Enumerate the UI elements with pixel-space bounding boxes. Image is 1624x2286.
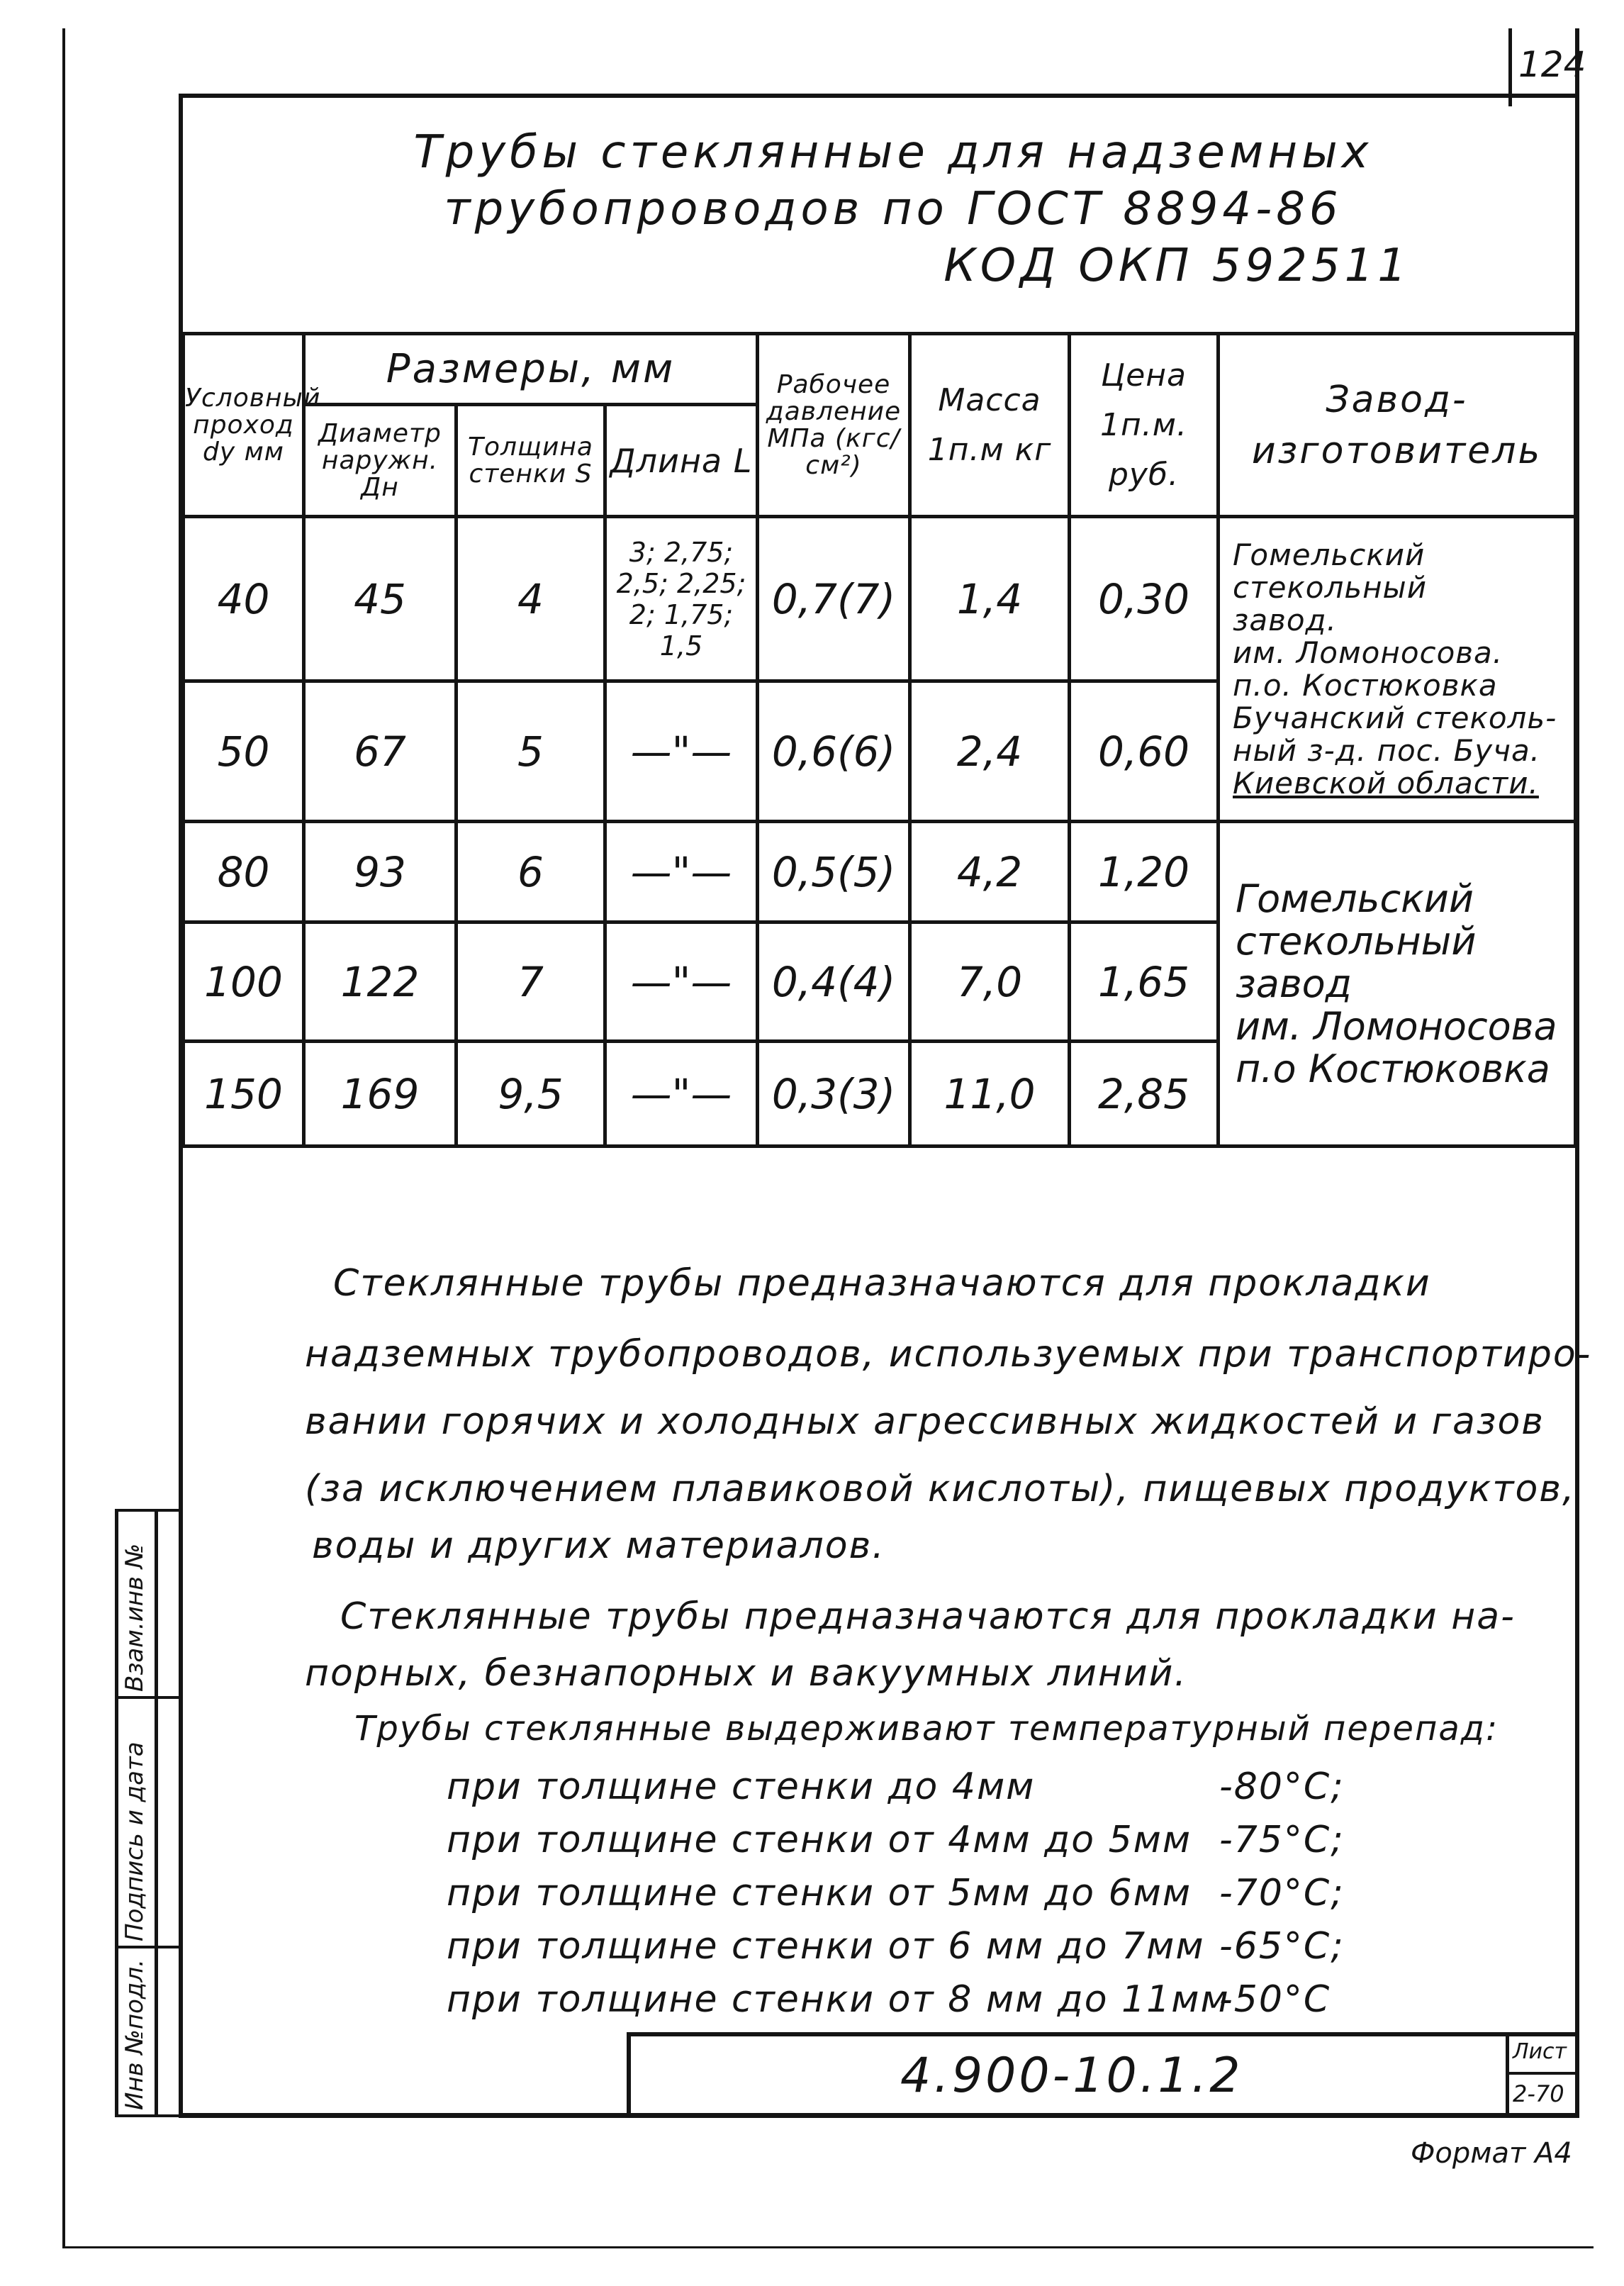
header-length: Длина L [605,405,758,517]
sheet-number: 124 [1518,44,1586,85]
stamp-sheet-divider [1506,2032,1509,2117]
title-line-2: трубопроводов по ГОСТ 8894-86 [444,183,1343,235]
maker-line: Киевской области. [1233,765,1539,801]
cell-dn: 40 [184,517,304,681]
table-row [184,517,1576,681]
cell-price: 2,85 [1070,1042,1219,1147]
side-stamp-left [115,1509,118,2117]
cell-mass: 7,0 [910,922,1070,1042]
side-stamp-mid [155,1509,158,2117]
cell-length: —"— [605,681,758,822]
maker-cell-1 [1219,517,1576,822]
sheet-number-box-left [1508,28,1512,106]
text-line: порных, безнапорных и вакуумных линий. [305,1652,1187,1695]
cell-mass: 2,4 [910,681,1070,822]
cell-dia: 122 [304,922,457,1042]
cell-dia: 45 [304,517,457,681]
frame-bottom [179,2113,1579,2118]
doc-code: 4.900-10.1.2 [900,2048,1243,2104]
page-left-edge [62,28,65,2248]
maker-line: им. Ломоносова [1236,1003,1557,1049]
header-price: Цена 1п.м. руб. [1070,334,1219,517]
cell-wall: 9,5 [457,1042,605,1147]
spec-table [181,332,1577,1148]
header-mass: Масса 1п.м кг [910,334,1070,517]
maker-line: Гомельский [1233,537,1426,572]
temp-value: -50°С [1219,1978,1331,2021]
temp-label: при толщине стенки от 6 мм до 7мм [447,1925,1205,1968]
cell-pressure: 0,4(4) [758,922,910,1042]
stamp-top [627,2032,1579,2036]
title-line-1: Трубы стеклянные для надземных [413,126,1373,179]
paragraph-3: Трубы стеклянные выдерживают температурный перепад: [354,1709,1499,1749]
cell-wall: 4 [457,517,605,681]
header-sizes: Размеры, мм [304,334,758,405]
stamp-sheet-label: Лист [1513,2039,1567,2064]
side-stamp-div-1 [115,1696,180,1699]
temp-value: -65°С; [1219,1925,1345,1968]
temp-label: при толщине стенки от 8 мм до 11мм [447,1978,1230,2021]
maker-line: ный з-д. пос. Буча. [1233,732,1541,768]
side-stamp-div-2 [115,1946,180,1948]
maker-line: п.о. Костюковка [1233,667,1498,703]
format-label: Формат А4 [1411,2137,1572,2170]
cell-mass: 4,2 [910,822,1070,922]
side-label-sign-date: Подпись и дата [121,1741,149,1941]
cell-pressure: 0,6(6) [758,681,910,822]
title-block [284,126,1503,311]
page-bottom-edge [62,2246,1594,2248]
maker-line: Бучанский стеколь- [1233,700,1557,735]
cell-length: —"— [605,1042,758,1147]
cell-wall: 5 [457,681,605,822]
cell-dn: 80 [184,822,304,922]
maker-line: стекольный [1236,918,1477,964]
cell-dn: 100 [184,922,304,1042]
maker-line: Гомельский [1236,876,1474,921]
text-line: воды и других материалов. [312,1524,885,1567]
cell-dia: 93 [304,822,457,922]
text-line: Стеклянные трубы предназначаются для прокладки на- [340,1595,1516,1638]
text-line: (за исключением плавиковой кислоты), пищевых продуктов, [305,1468,1576,1510]
maker-line: им. Ломоносова. [1233,635,1503,670]
temp-value: -70°С; [1219,1872,1345,1914]
table-row [184,822,1576,922]
stamp-sheet-value: 2-70 [1513,2080,1564,2107]
side-stamp-top [115,1509,180,1512]
stamp-left [627,2032,631,2117]
cell-price: 1,65 [1070,922,1219,1042]
temp-label: при толщине стенки от 5мм до 6мм [447,1872,1192,1914]
cell-dn: 50 [184,681,304,822]
text-line: надземных трубопроводов, используемых при транспортиро- [305,1333,1592,1376]
cell-dia: 169 [304,1042,457,1147]
header-dn: Условный проход dy мм [184,334,304,517]
temp-value: -80°С; [1219,1766,1345,1808]
maker-cell-2 [1219,822,1576,1147]
cell-price: 0,30 [1070,517,1219,681]
header-pressure: Рабочее давление МПа (кгс/см²) [758,334,910,517]
cell-wall: 6 [457,822,605,922]
side-label-inv-orig: Инв №подл. [121,1959,149,2110]
temp-label: при толщине стенки от 4мм до 5мм [447,1819,1192,1861]
cell-price: 0,60 [1070,681,1219,822]
cell-dia: 67 [304,681,457,822]
header-outer-diameter: Диаметр наружн. Дн [304,405,457,517]
cell-pressure: 0,7(7) [758,517,910,681]
cell-dn: 150 [184,1042,304,1147]
maker-line: завод [1236,961,1353,1006]
side-label-replace-inv: Взам.инв № [121,1543,149,1692]
maker-line: п.о Костюковка [1236,1046,1550,1091]
temp-label: при толщине стенки до 4мм [447,1766,1036,1808]
maker-line: стекольный [1233,569,1427,605]
text-line: вании горячих и холодных агрессивных жидкостей и газов [305,1400,1545,1443]
header-maker: Завод-изготовитель [1219,334,1576,517]
temp-value: -75°С; [1219,1819,1345,1861]
side-stamp-bottom [115,2114,180,2117]
cell-pressure: 0,5(5) [758,822,910,922]
cell-mass: 1,4 [910,517,1070,681]
text-line: Стеклянные трубы предназначаются для прокладки [333,1262,1431,1305]
header-wall: Толщина стенки S [457,405,605,517]
stamp-sheet-hline [1506,2072,1577,2075]
cell-mass: 11,0 [910,1042,1070,1147]
cell-length: —"— [605,922,758,1042]
cell-wall: 7 [457,922,605,1042]
cell-price: 1,20 [1070,822,1219,922]
cell-pressure: 0,3(3) [758,1042,910,1147]
okp-code: КОД ОКП 592511 [943,240,1411,292]
cell-length: 3; 2,75; 2,5; 2,25; 2; 1,75; 1,5 [605,517,758,681]
frame-top [179,94,1579,98]
cell-length: —"— [605,822,758,922]
maker-line: завод. [1233,602,1337,637]
